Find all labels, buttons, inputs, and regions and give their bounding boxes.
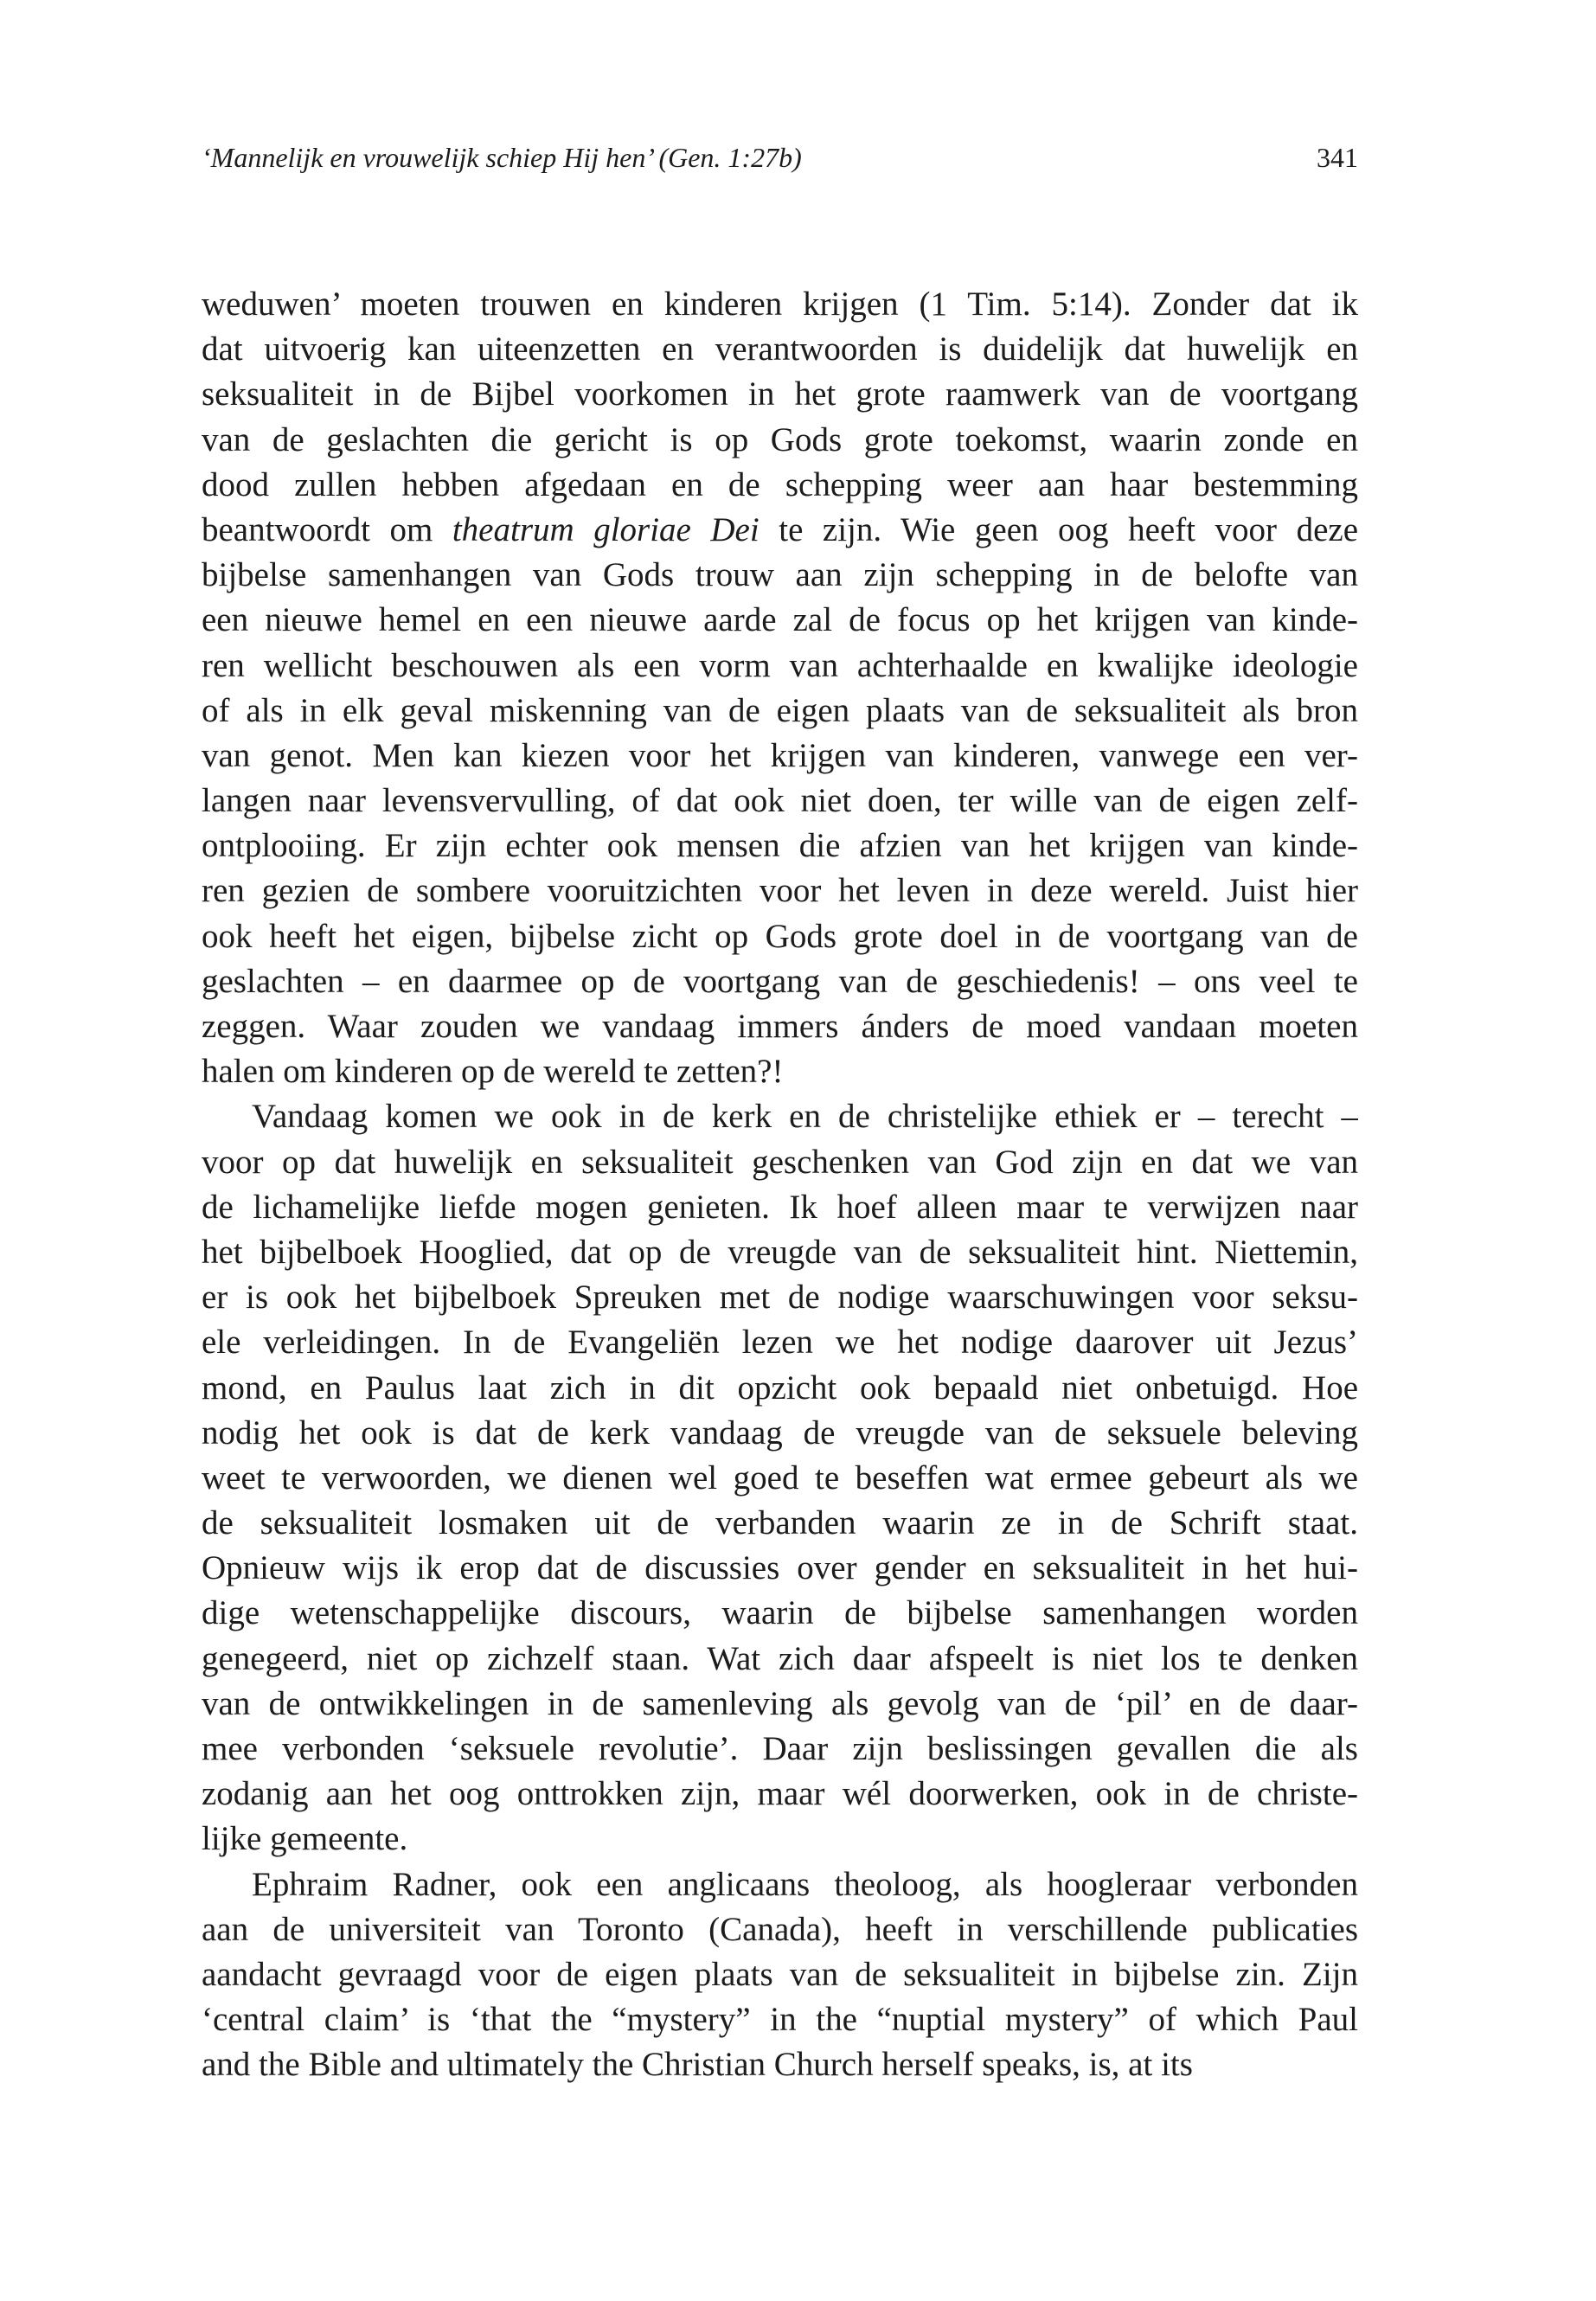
text-line: ren gezien de sombere vooruitzichten voor het leven in deze wereld. Juist hier: [202, 872, 1358, 910]
text-line: ren wellicht beschouwen als een vorm van achterhaalde en kwalijke ideologie: [202, 646, 1358, 684]
text-line: lijke gemeente.: [202, 1820, 408, 1858]
text-line: mee verbonden ‘seksuele revolutie’. Daar zijn beslissingen gevallen die als: [202, 1730, 1358, 1767]
text-line: mond, en Paulus laat zich in dit opzicht ook bepaald niet onbetuigd. Hoe: [202, 1368, 1358, 1407]
text-line: of als in elk geval miskenning van de eigen plaats van de seksualiteit als bron: [202, 691, 1358, 729]
text-line: bijbelse samenhangen van Gods trouw aan zijn schepping in de belofte van: [202, 556, 1358, 594]
text-line: voor op dat huwelijk en seksualiteit geschenken van God zijn en dat we van: [202, 1143, 1358, 1181]
text-line: Ephraim Radner, ook een anglicaans theoloog, als hoogleraar verbonden: [252, 1865, 1358, 1903]
text-line: ‘central claim’ is ‘that the “mystery” in the “nuptial mystery” of which Paul: [202, 2001, 1358, 2039]
body-text: [202, 282, 1358, 2088]
text-line: het bijbelboek Hooglied, dat op de vreugde van de seksualiteit hint. Niettemin,: [202, 1233, 1358, 1271]
text-line: zodanig aan het oog onttrokken zijn, maar wél doorwerken, ook in de christe-: [202, 1775, 1358, 1813]
text-line: de lichamelijke liefde mogen genieten. Ik hoef alleen maar te verwijzen naar: [202, 1188, 1358, 1226]
text-line: dat uitvoerig kan uiteenzetten en verantwoorden is duidelijk dat huwelijk en: [202, 330, 1358, 369]
text-line: een nieuwe hemel en een nieuwe aarde zal de focus op het krijgen van kinde-: [202, 601, 1358, 639]
text-line: genegeerd, niet op zichzelf staan. Wat zich daar afspeelt is niet los te denken: [202, 1639, 1358, 1677]
text-line: weduwen’ moeten trouwen en kinderen krijgen (1 Tim. 5:14). Zonder dat ik: [202, 285, 1358, 323]
running-head: [202, 138, 1358, 176]
text-line: de seksualiteit losmaken uit de verbanden waarin ze in de Schrift staat.: [202, 1504, 1358, 1542]
text-line: and the Bible and ultimately the Christian Church herself speaks, is, at its: [202, 2046, 1193, 2084]
text-segment: beantwoordt om: [202, 510, 452, 548]
text-line: weet te verwoorden, we dienen wel goed te beseffen wat ermee gebeurt als we: [202, 1458, 1358, 1497]
text-line: dige wetenschappelijke discours, waarin de bijbelse samenhangen worden: [202, 1594, 1358, 1632]
running-title: ‘Mannelijk en vrouwelijk schiep Hij hen’ (Gen. 1:27b): [202, 142, 802, 173]
text-line: er is ook het bijbelboek Spreuken met de nodige waarschuwingen voor seksu-: [202, 1279, 1358, 1317]
text-line: [202, 508, 1358, 553]
text-line: ontplooiing. Er zijn echter ook mensen die afzien van het krijgen van kinde-: [202, 827, 1358, 865]
paragraph: [202, 1862, 1358, 2088]
paragraph: [202, 1094, 1358, 1862]
text-line: ele verleidingen. In de Evangeliën lezen we het nodige daarover uit Jezus’: [202, 1324, 1358, 1362]
text-line: seksualiteit in de Bijbel voorkomen in het grote raamwerk van de voortgang: [202, 375, 1358, 413]
page-number: 341: [1317, 142, 1358, 173]
text-line: Opnieuw wijs ik erop dat de discussies over gender en seksualiteit in het hui-: [202, 1549, 1358, 1587]
text-line: geslachten – en daarmee op de voortgang van de geschiedenis! – ons veel te: [202, 962, 1358, 1000]
text-line: halen om kinderen op de wereld te zetten?!: [202, 1053, 784, 1091]
text-line: ook heeft het eigen, bijbelse zicht op Gods grote doel in de voortgang van de: [202, 917, 1358, 955]
text-line: dood zullen hebben afgedaan en de schepping weer aan haar bestemming: [202, 465, 1358, 503]
text-segment: te zijn. Wie geen oog heeft voor deze: [759, 510, 1358, 548]
text-line: langen naar levensvervulling, of dat ook niet doen, ter wille van de eigen zelf-: [202, 782, 1358, 820]
text-line: van genot. Men kan kiezen voor het krijgen van kinderen, vanwege een ver-: [202, 736, 1358, 774]
text-line: Vandaag komen we ook in de kerk en de christelijke ethiek er – terecht –: [252, 1098, 1358, 1136]
text-line: aandacht gevraagd voor de eigen plaats van de seksualiteit in bijbelse zin. Zijn: [202, 1955, 1358, 1993]
paragraph: [202, 282, 1358, 1094]
text-line: van de ontwikkelingen in de samenleving als gevolg van de ‘pil’ en de daar-: [202, 1684, 1358, 1722]
text-line: van de geslachten die gericht is op Gods grote toekomst, waarin zonde en: [202, 420, 1358, 458]
text-line: nodig het ook is dat de kerk vandaag de vreugde van de seksuele beleving: [202, 1413, 1358, 1452]
text-line: zeggen. Waar zouden we vandaag immers ánders de moed vandaan moeten: [202, 1008, 1358, 1045]
italic-phrase: theatrum gloriae Dei: [452, 510, 760, 548]
text-line: aan de universiteit van Toronto (Canada), heeft in verschillende publicaties: [202, 1910, 1358, 1948]
